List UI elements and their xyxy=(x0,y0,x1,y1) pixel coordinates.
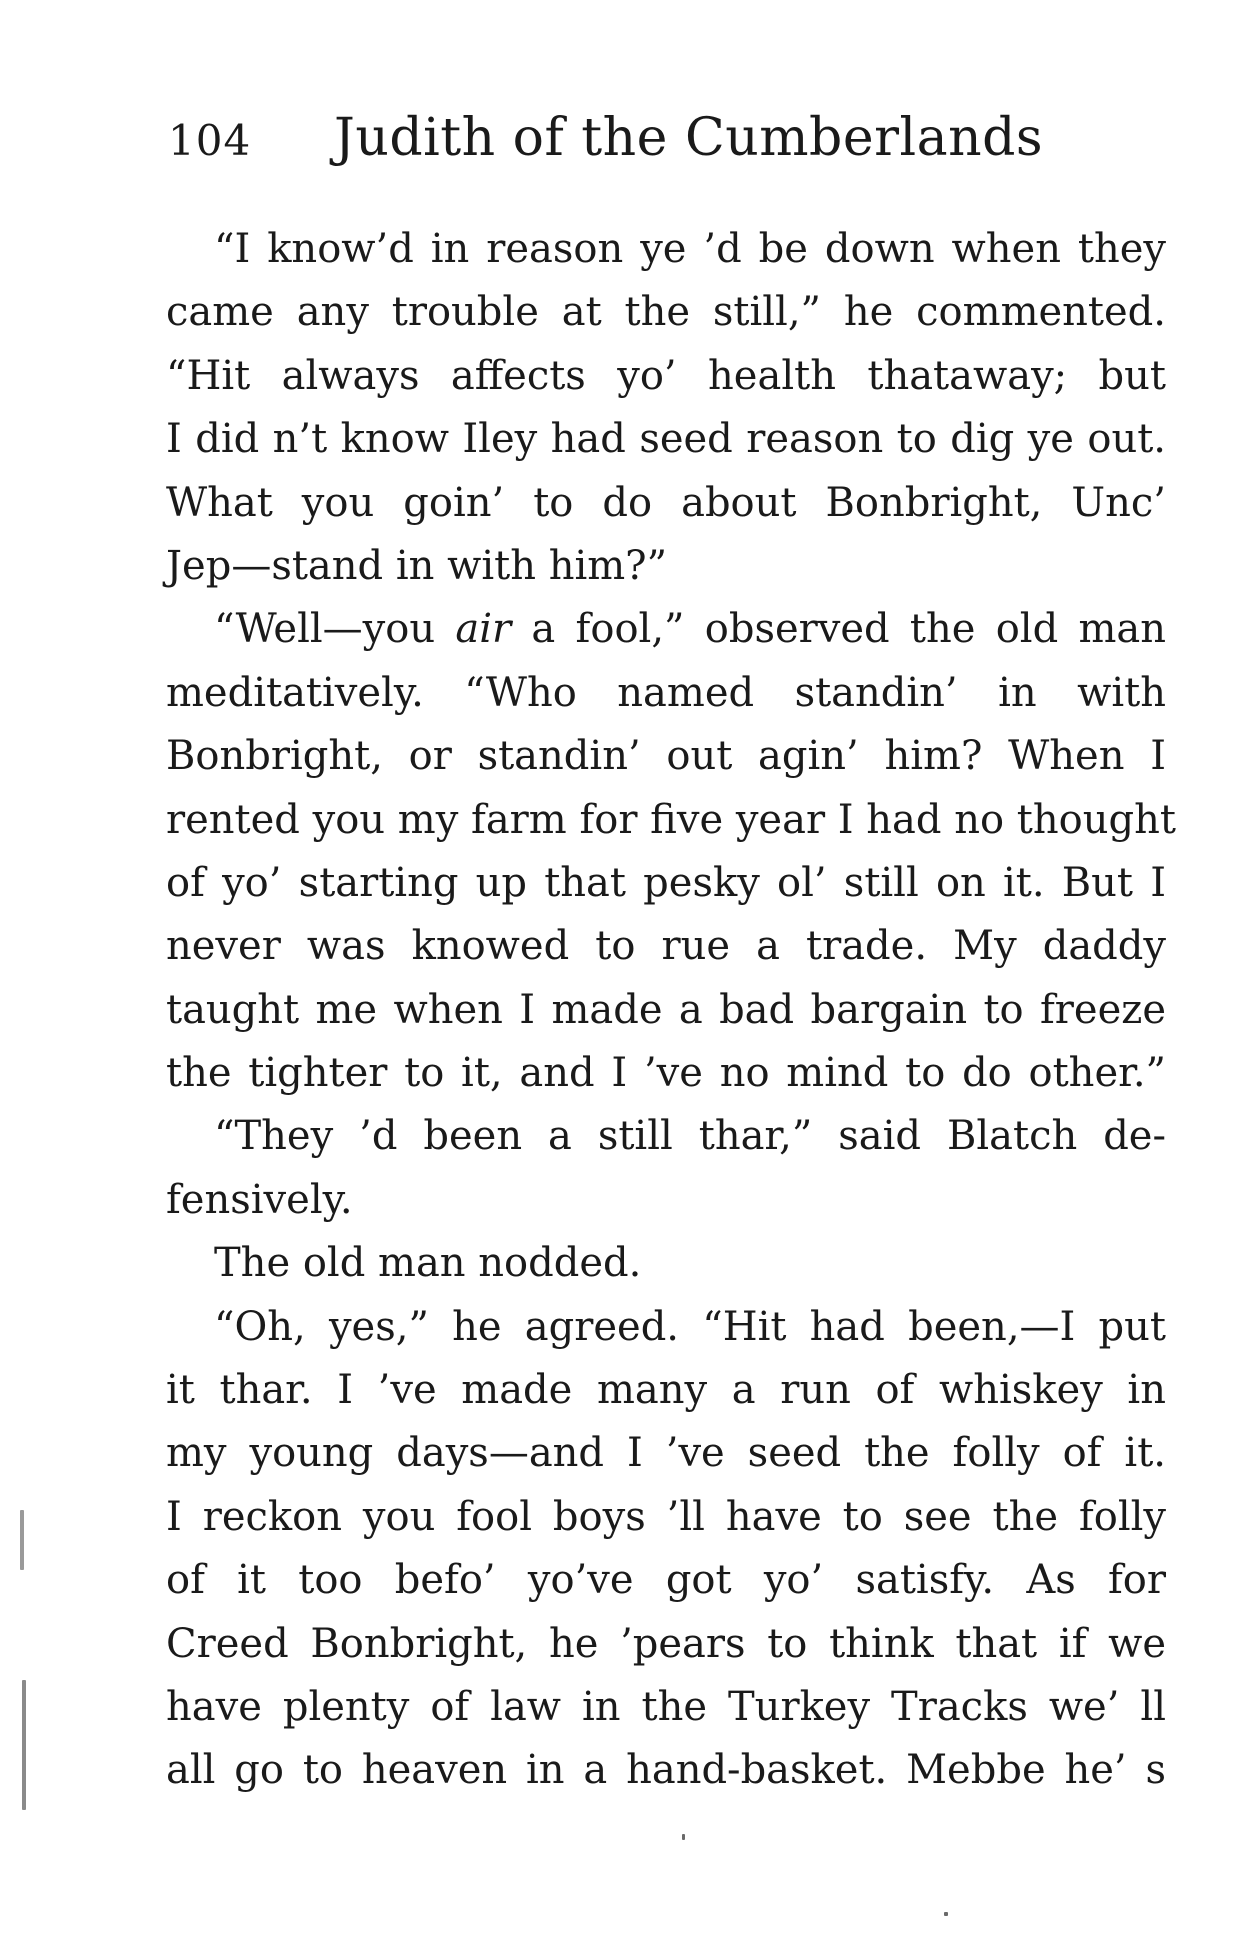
text-line: Creed Bonbright, he ’pears to think that if we xyxy=(166,1620,1166,1667)
text-line: of it too befo’ yo’ve got yo’ satisfy. As for xyxy=(166,1557,1166,1604)
text-line: meditatively. “Who named standin’ in with xyxy=(166,669,1166,716)
text-line: I reckon you fool boys ’ll have to see the folly xyxy=(166,1493,1166,1540)
body-text xyxy=(166,218,1176,1803)
text-line: never was knowed to rue a trade. My daddy xyxy=(166,923,1166,970)
scan-speck xyxy=(22,1680,26,1810)
text-line: rented you my farm for five year I had no thought xyxy=(166,796,1176,843)
text-line: The old man nodded. xyxy=(214,1240,642,1287)
scan-speck xyxy=(20,1510,24,1570)
text-line: it thar. I ’ve made many a run of whiskey in xyxy=(166,1367,1166,1414)
text-line: have plenty of law in the Turkey Tracks we’ ll xyxy=(166,1683,1166,1730)
text-line: the tighter to it, and I ’ve no mind to do other.” xyxy=(166,1050,1166,1097)
italic-word: air xyxy=(455,606,512,653)
text-fragment: “Well—you xyxy=(214,606,456,653)
text-fragment: a fool,” observed the old man xyxy=(511,606,1166,653)
text-line: “Oh, yes,” he agreed. “Hit had been,—I put xyxy=(214,1303,1166,1350)
text-line: “I know’d in reason ye ’d be down when they xyxy=(214,226,1166,272)
text-line: “Hit always affects yo’ health thataway; but xyxy=(166,352,1166,399)
text-line-mixed xyxy=(166,598,1166,661)
text-line: I did n’t know Iley had seed reason to dig ye out. xyxy=(166,416,1166,463)
text-line: What you goin’ to do about Bonbright, Unc’ xyxy=(166,479,1166,526)
text-line: Bonbright, or standin’ out agin’ him? When I xyxy=(166,733,1166,780)
scan-speck xyxy=(944,1912,948,1916)
text-line: all go to heaven in a hand-basket. Mebbe he’ s xyxy=(166,1747,1166,1794)
running-title: Judith of the Cumberlands xyxy=(334,108,1044,168)
page-header xyxy=(168,108,1168,178)
text-line: taught me when I made a bad bargain to freeze xyxy=(166,986,1166,1033)
page-number: 104 xyxy=(168,116,252,165)
text-line: fensively. xyxy=(166,1176,353,1223)
text-line: my young days—and I ’ve seed the folly of it. xyxy=(166,1430,1166,1477)
text-line: “They ’d been a still thar,” said Blatch de- xyxy=(214,1113,1166,1160)
scan-speck xyxy=(682,1834,685,1840)
text-line: came any trouble at the still,” he commented. xyxy=(166,289,1166,336)
text-line: of yo’ starting up that pesky ol’ still on it. But I xyxy=(166,859,1166,906)
text-line: Jep—stand in with him?” xyxy=(166,542,668,589)
